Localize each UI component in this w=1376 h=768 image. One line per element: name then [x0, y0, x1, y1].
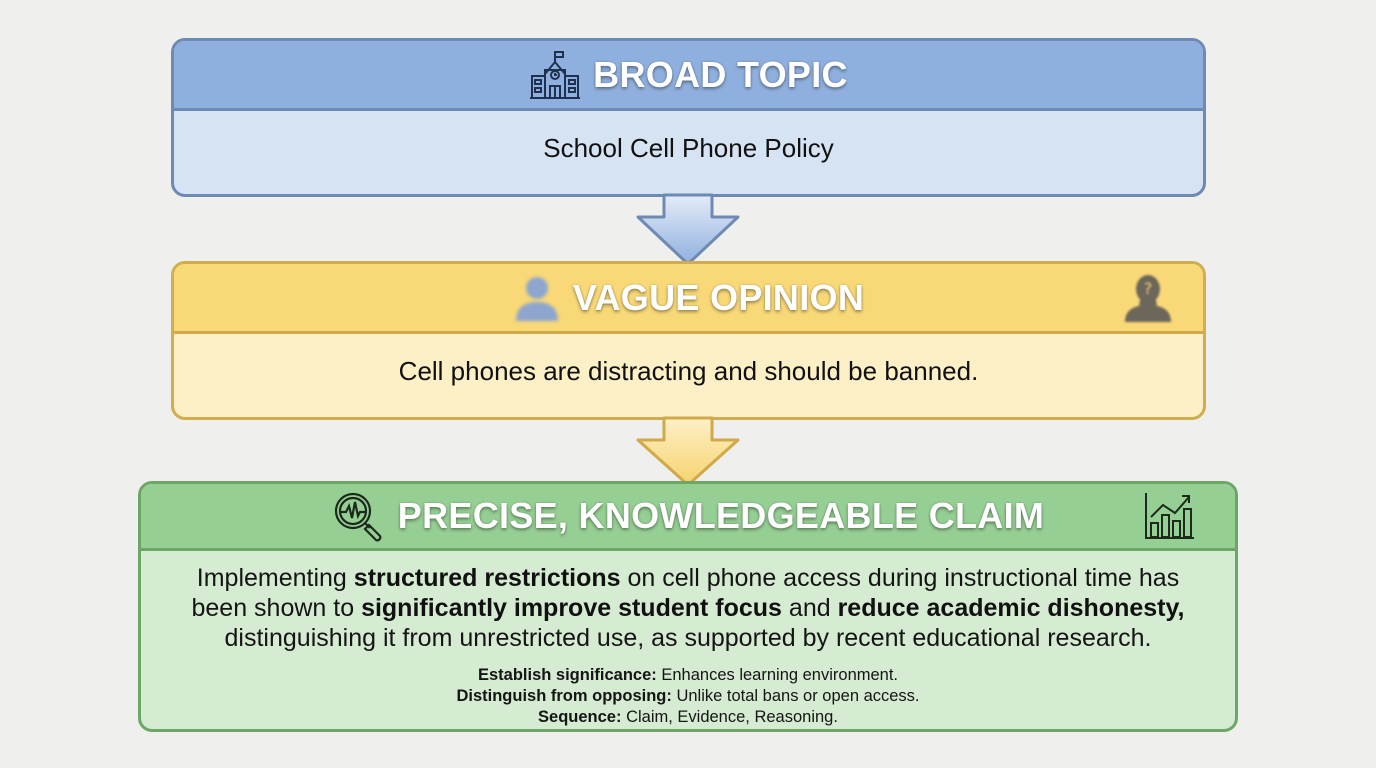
note-significance: Establish significance: Enhances learning environment. [477, 666, 899, 684]
broad-topic-header [174, 41, 1203, 111]
arrow-down-icon [634, 416, 742, 488]
school-building-icon [529, 50, 581, 100]
precise-claim-box [138, 481, 1238, 732]
svg-text:?: ? [1143, 278, 1153, 298]
note-distinguish: Distinguish from opposing: Unlike total bans or open access. [456, 687, 920, 705]
claim-line-2: been shown to significantly improve student focus and reduce academic dishonesty, [191, 594, 1185, 622]
precise-claim-body [141, 551, 1235, 728]
broad-topic-body [174, 111, 1203, 194]
note-sequence: Sequence: Claim, Evidence, Reasoning. [538, 708, 838, 726]
vague-opinion-text: Cell phones are distracting and should be banned. [398, 356, 979, 386]
unknown-person-icon [1123, 272, 1173, 324]
precise-claim-header [141, 484, 1235, 551]
claim-line-1: Implementing structured restrictions on cell phone access during instructional time has [196, 564, 1180, 592]
broad-topic-text: School Cell Phone Policy [543, 133, 834, 163]
precise-claim-title: PRECISE, KNOWLEDGEABLE CLAIM [397, 495, 1045, 536]
broad-topic-box [171, 38, 1206, 197]
vague-opinion-header [174, 264, 1203, 334]
arrow-down-icon [634, 193, 742, 267]
vague-opinion-box [171, 261, 1206, 420]
person-icon [513, 273, 561, 323]
claim-line-3: distinguishing it from unrestricted use, as supported by recent educational research. [224, 624, 1152, 652]
magnifier-pulse-icon [332, 490, 384, 542]
claim-statement [191, 563, 1184, 653]
claim-notes [456, 665, 919, 728]
vague-opinion-title: VAGUE OPINION [572, 276, 865, 318]
bar-chart-trend-icon [1143, 491, 1195, 541]
vague-opinion-body [174, 334, 1203, 417]
broad-topic-title: BROAD TOPIC [593, 53, 848, 95]
